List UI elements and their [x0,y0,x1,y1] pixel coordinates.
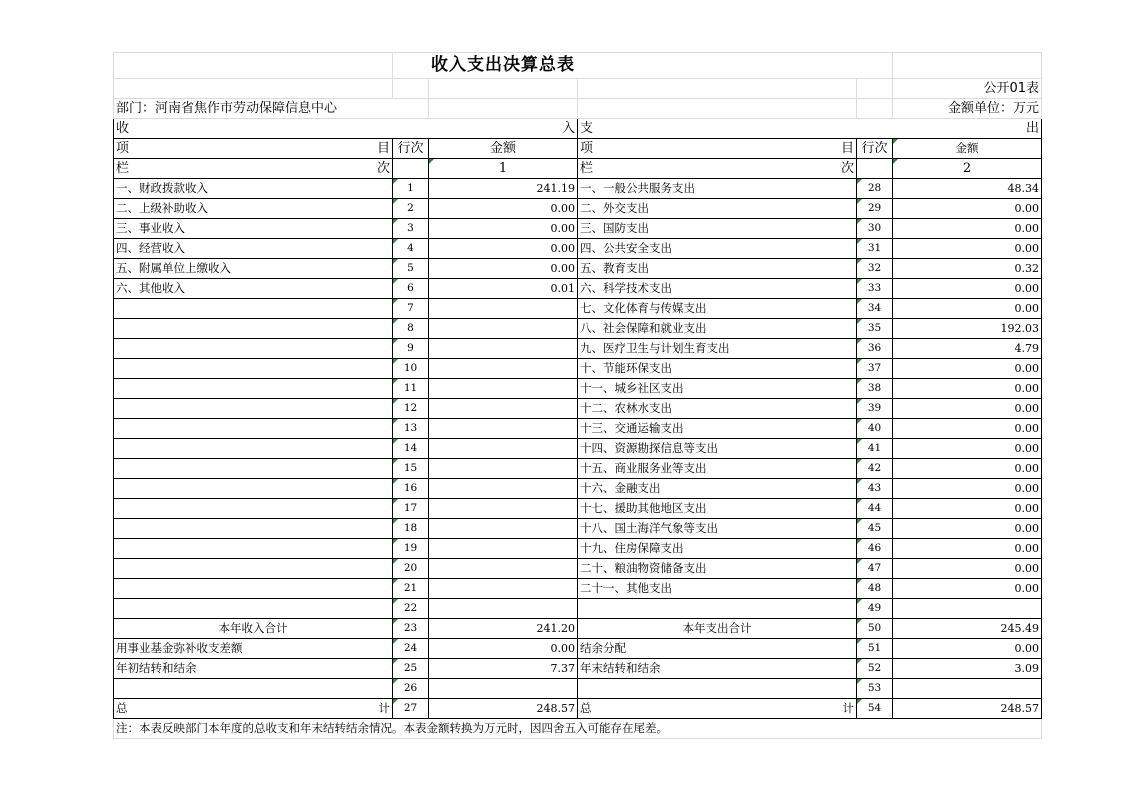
income-amount [429,399,578,419]
table-row [114,239,1042,259]
expense-section-header [578,119,1042,139]
expense-amount: 192.03 [893,319,1042,339]
expense-line-no: 37 [857,359,893,379]
expense-item: 一、一般公共服务支出 [578,179,857,199]
col-index-2: 2 [893,159,1042,179]
expense-amount: 4.79 [893,339,1042,359]
column-index-row [114,159,1042,179]
expense-right-char: 出 [1025,121,1039,136]
income-item [114,679,393,699]
income-amount [429,439,578,459]
grand-total-right-char: 计 [842,701,854,715]
expense-item: 二、外交支出 [578,199,857,219]
income-item: 三、事业收入 [114,219,393,239]
income-item [114,339,393,359]
income-line-no: 22 [393,599,429,619]
expense-amount: 0.00 [893,279,1042,299]
income-line-no: 26 [393,679,429,699]
expense-item: 十五、商业服务业等支出 [578,459,857,479]
income-item: 六、其他收入 [114,279,393,299]
expense-amount: 0.00 [893,359,1042,379]
income-item [114,539,393,559]
department-row [114,99,1042,119]
expense-line-no: 53 [857,679,893,699]
column-header-row [114,139,1042,159]
expense-amount [893,679,1042,699]
expense-amount: 0.00 [893,239,1042,259]
expense-item: 六、科学技术支出 [578,279,857,299]
income-amount: 0.00 [429,199,578,219]
income-line-no: 18 [393,519,429,539]
income-item [114,439,393,459]
col-label-income [114,159,393,179]
expense-line-no: 30 [857,219,893,239]
income-line-no: 5 [393,259,429,279]
income-line-no: 20 [393,559,429,579]
expense-line-no: 29 [857,199,893,219]
table-row [114,539,1042,559]
expense-item: 十四、资源勘探信息等支出 [578,439,857,459]
income-line-no: 4 [393,239,429,259]
item-right-char: 目 [840,141,854,156]
expense-total-line-no: 50 [857,619,893,639]
expense-amount: 3.09 [893,659,1042,679]
expense-item: 十七、援助其他地区支出 [578,499,857,519]
income-amount [429,419,578,439]
income-total-line-no: 23 [393,619,429,639]
income-amount [429,459,578,479]
income-amount [429,559,578,579]
expense-line-no: 47 [857,559,893,579]
table-row [114,379,1042,399]
expense-item: 三、国防支出 [578,219,857,239]
report-sheet [113,52,1041,739]
grand-total-left-char: 总 [116,701,128,715]
income-amount [429,339,578,359]
expense-grand-total-line-no: 54 [857,699,893,719]
expense-amount: 0.00 [893,379,1042,399]
expense-amount: 0.00 [893,639,1042,659]
income-line-no: 15 [393,459,429,479]
expense-line-no: 51 [857,639,893,659]
expense-line-no: 43 [857,479,893,499]
income-grand-total-line-no: 27 [393,699,429,719]
income-item [114,379,393,399]
form-code-row [114,79,1042,99]
expense-line-no: 45 [857,519,893,539]
expense-grand-total-label [578,699,857,719]
table-row [114,659,1042,679]
income-amount [429,479,578,499]
income-line-no: 8 [393,319,429,339]
grand-total-row [114,699,1042,719]
income-line-no: 7 [393,299,429,319]
expense-amount: 0.00 [893,479,1042,499]
col-right-char: 次 [840,161,854,176]
table-row [114,499,1042,519]
income-item [114,579,393,599]
income-total-label: 本年收入合计 [114,619,393,639]
department-label: 部门：河南省焦作市劳动保障信息中心 [114,99,429,119]
income-amount [429,359,578,379]
expense-amount: 0.00 [893,539,1042,559]
income-line-no: 24 [393,639,429,659]
grand-total-right-char: 计 [378,701,390,715]
income-line-no: 14 [393,439,429,459]
income-item [114,559,393,579]
expense-item: 十二、农林水支出 [578,399,857,419]
table-row [114,359,1042,379]
income-line-no: 12 [393,399,429,419]
expense-amount: 0.00 [893,559,1042,579]
income-grand-total-label [114,699,393,719]
table-row [114,319,1042,339]
expense-amount: 0.00 [893,499,1042,519]
income-item: 五、附属单位上缴收入 [114,259,393,279]
table-row [114,439,1042,459]
line-no-header-income: 行次 [393,139,429,159]
expense-item: 十、节能环保支出 [578,359,857,379]
expense-item: 十八、国土海洋气象等支出 [578,519,857,539]
expense-item: 十六、金融支出 [578,479,857,499]
item-right-char: 目 [376,141,390,156]
expense-item: 五、教育支出 [578,259,857,279]
expense-amount: 0.00 [893,299,1042,319]
income-amount: 0.00 [429,239,578,259]
expense-left-char: 支 [580,121,594,136]
expense-line-no: 42 [857,459,893,479]
income-amount: 0.00 [429,259,578,279]
income-amount [429,379,578,399]
income-right-char: 入 [561,121,575,136]
expense-line-no: 41 [857,439,893,459]
table-row [114,179,1042,199]
expense-line-no: 36 [857,339,893,359]
table-row [114,339,1042,359]
expense-amount: 0.32 [893,259,1042,279]
table-row [114,299,1042,319]
table-row [114,479,1042,499]
expense-amount [893,599,1042,619]
income-amount [429,519,578,539]
income-amount [429,599,578,619]
table-row [114,459,1042,479]
income-amount: 7.37 [429,659,578,679]
expense-item: 结余分配 [578,639,857,659]
income-item [114,599,393,619]
grand-total-left-char: 总 [580,701,592,715]
table-row [114,579,1042,599]
expense-line-no: 33 [857,279,893,299]
expense-item: 二十、粮油物资储备支出 [578,559,857,579]
expense-line-no: 49 [857,599,893,619]
expense-item [578,679,857,699]
income-item [114,499,393,519]
table-row [114,259,1042,279]
section-header-row [114,119,1042,139]
expense-grand-total-amount: 248.57 [893,699,1042,719]
item-left-char: 项 [116,141,130,156]
income-line-no: 11 [393,379,429,399]
table-row [114,559,1042,579]
expense-item: 八、社会保障和就业支出 [578,319,857,339]
income-amount: 0.00 [429,219,578,239]
expense-item: 年末结转和结余 [578,659,857,679]
income-item: 一、财政拨款收入 [114,179,393,199]
expense-item: 七、文化体育与传媒支出 [578,299,857,319]
page-title: 收入支出决算总表 [393,53,893,79]
income-item [114,299,393,319]
expense-line-no: 38 [857,379,893,399]
annual-total-row [114,619,1042,639]
col-left-char: 栏 [116,161,130,176]
income-item: 四、经营收入 [114,239,393,259]
income-item [114,519,393,539]
income-line-no: 25 [393,659,429,679]
income-line-no: 10 [393,359,429,379]
expense-line-no: 31 [857,239,893,259]
expense-amount: 48.34 [893,179,1042,199]
income-amount [429,579,578,599]
income-item [114,359,393,379]
table-row [114,599,1042,619]
table-row [114,399,1042,419]
income-left-char: 收 [116,121,130,136]
expense-total-amount: 245.49 [893,619,1042,639]
income-item [114,399,393,419]
income-line-no: 3 [393,219,429,239]
report-table [113,52,1042,739]
income-line-no: 1 [393,179,429,199]
income-item: 用事业基金弥补收支差额 [114,639,393,659]
table-row [114,519,1042,539]
expense-amount: 0.00 [893,579,1042,599]
income-section-header [114,119,578,139]
expense-item: 十九、住房保障支出 [578,539,857,559]
amount-header-expense: 金额 [893,139,1042,159]
income-item [114,459,393,479]
expense-line-no: 44 [857,499,893,519]
income-amount [429,299,578,319]
item-header-income [114,139,393,159]
expense-item: 二十一、其他支出 [578,579,857,599]
income-line-no: 6 [393,279,429,299]
income-item [114,319,393,339]
expense-line-no: 34 [857,299,893,319]
income-amount: 0.00 [429,639,578,659]
form-code: 公开01表 [893,79,1042,99]
expense-item: 九、医疗卫生与计划生育支出 [578,339,857,359]
expense-line-no: 46 [857,539,893,559]
expense-line-no: 32 [857,259,893,279]
income-line-no: 2 [393,199,429,219]
income-total-amount: 241.20 [429,619,578,639]
item-header-expense [578,139,857,159]
income-amount [429,539,578,559]
expense-amount: 0.00 [893,459,1042,479]
expense-total-label: 本年支出合计 [578,619,857,639]
expense-item: 十一、城乡社区支出 [578,379,857,399]
expense-line-no: 35 [857,319,893,339]
table-row [114,679,1042,699]
income-amount [429,499,578,519]
income-line-no: 16 [393,479,429,499]
col-index-1: 1 [429,159,578,179]
income-line-no: 17 [393,499,429,519]
expense-amount: 0.00 [893,419,1042,439]
income-line-no: 21 [393,579,429,599]
income-line-no: 19 [393,539,429,559]
income-item [114,419,393,439]
expense-amount: 0.00 [893,439,1042,459]
expense-item: 十三、交通运输支出 [578,419,857,439]
expense-amount: 0.00 [893,219,1042,239]
expense-amount: 0.00 [893,519,1042,539]
line-no-header-expense: 行次 [857,139,893,159]
expense-line-no: 40 [857,419,893,439]
item-left-char: 项 [580,141,594,156]
expense-line-no: 39 [857,399,893,419]
income-grand-total-amount: 248.57 [429,699,578,719]
expense-item: 四、公共安全支出 [578,239,857,259]
income-item: 年初结转和结余 [114,659,393,679]
unit-label: 金额单位：万元 [893,99,1042,119]
table-row [114,639,1042,659]
col-left-char: 栏 [580,161,594,176]
expense-amount: 0.00 [893,399,1042,419]
col-label-expense [578,159,857,179]
income-line-no: 9 [393,339,429,359]
expense-amount: 0.00 [893,199,1042,219]
footnote: 注：本表反映部门本年度的总收支和年末结转结余情况。本表金额转换为万元时，因四舍五入可能存在尾差。 [114,719,1042,739]
table-row [114,419,1042,439]
table-row [114,199,1042,219]
expense-line-no: 28 [857,179,893,199]
title-row [114,53,1042,79]
table-row [114,279,1042,299]
expense-line-no: 48 [857,579,893,599]
amount-header-income: 金额 [429,139,578,159]
income-amount [429,679,578,699]
income-item [114,479,393,499]
income-amount: 0.01 [429,279,578,299]
table-row [114,219,1042,239]
income-amount [429,319,578,339]
income-amount: 241.19 [429,179,578,199]
income-item: 二、上级补助收入 [114,199,393,219]
income-line-no: 13 [393,419,429,439]
expense-item [578,599,857,619]
expense-line-no: 52 [857,659,893,679]
col-right-char: 次 [376,161,390,176]
note-row [114,719,1042,739]
